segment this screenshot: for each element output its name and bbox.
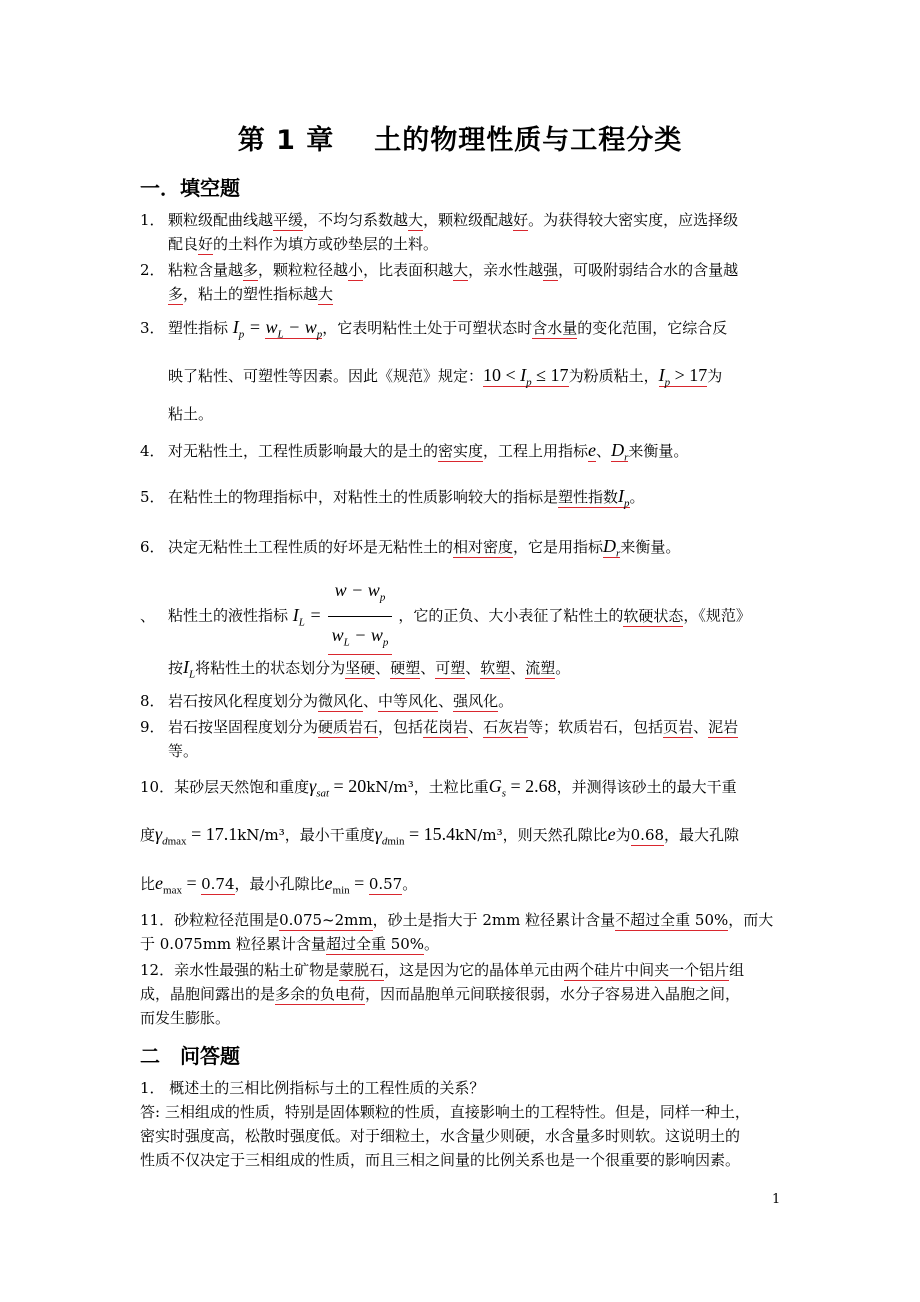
- answer: 密实度: [438, 442, 484, 460]
- section-heading-fill: 一．填空题: [140, 176, 240, 200]
- answer-dr: $D_r$: [611, 440, 629, 464]
- formula-clay: $I_p > 17$: [658, 365, 708, 389]
- answer: 强风化: [453, 692, 499, 710]
- question-4: 4． 对无粘性土，工程性质影响最大的是土的密实度，工程上用指标e、$D_r$来衡量。: [140, 440, 689, 464]
- answer: 两个硅片中间夹一个铝片: [564, 961, 730, 979]
- answer: 软硬状态: [623, 606, 684, 625]
- page-number: 1: [772, 1192, 781, 1207]
- answer-dr: $D_r$: [603, 536, 621, 560]
- answer: 蒙脱石: [339, 961, 385, 979]
- section-heading-qa: 二 问答题: [140, 1044, 240, 1068]
- question-10-line2: 度$\gamma_{dmax} = 17.1kN/m^3$，最小干重度$\gamma_{dmin} = 15.4kN/m^3$，则天然孔隙比e为0.68，最大孔隙: [140, 824, 740, 848]
- question-12: 12．亲水性最强的粘土矿物是蒙脱石，这是因为它的晶体单元由两个硅片中间夹一个铝片组 成，晶胞间露出的是多余的负电荷，因而晶胞单元间联接很弱，水分子容易进入晶胞之间， 而发生膨胀。: [140, 961, 745, 1027]
- answer: 平缓: [273, 211, 304, 229]
- answer: 页岩: [663, 718, 694, 736]
- question-3-line3: 粘土。: [168, 405, 214, 423]
- chapter-name: 土的物理性质与工程分类: [374, 125, 683, 156]
- answer: 小: [348, 261, 364, 279]
- answer: 花岗岩: [423, 718, 469, 736]
- answer: 坚硬: [345, 659, 376, 677]
- answer: 0.075~2mm: [279, 911, 373, 929]
- answer: 相对密度: [453, 538, 514, 556]
- question-7-line2: 按$I_L$将粘性土的状态划分为坚硬、硬塑、可塑、软塑、流塑。: [168, 657, 571, 681]
- chapter-number: 第 1 章: [237, 125, 335, 156]
- answer: 好: [198, 235, 214, 253]
- answer: e: [588, 440, 597, 460]
- answer: 0.57: [368, 875, 403, 893]
- question-9: 9． 岩石按坚固程度划分为硬质岩石，包括花岗岩、石灰岩等；软质岩石，包括页岩、泥岩 等。: [140, 718, 739, 760]
- question-7: 、 粘性土的液性指标 $I_L$ = $\frac{w - w_p}{w_L - w_p}$ ，它的正负、大小表征了粘性土的软硬状态，《规范》: [140, 578, 782, 655]
- answer: 大: [453, 261, 469, 279]
- formula-il: $I_L$ =: [292, 604, 322, 629]
- answer: 多余的负电荷: [275, 985, 366, 1003]
- qa-answer-line: 性质不仅决定于三相组成的性质，而且三相之间量的比例关系也是一个很重要的影响因素。: [140, 1151, 741, 1169]
- answer: 中等风化: [378, 692, 439, 710]
- answer: 硬质岩石: [318, 718, 379, 736]
- formula-ip: $I_p = w_L - w_p$: [232, 317, 323, 341]
- answer: 强: [543, 261, 559, 279]
- question-8: 8． 岩石按风化程度划分为微风化、中等风化、强风化。: [140, 692, 514, 710]
- answer: 可塑: [435, 659, 466, 677]
- answer: 硬塑: [390, 659, 421, 677]
- answer: 软塑: [480, 659, 511, 677]
- answer: 石灰岩: [483, 718, 529, 736]
- answer: 流塑: [525, 659, 556, 677]
- answer: 大: [318, 285, 334, 303]
- answer: 多: [243, 261, 259, 279]
- question-2: 2． 粘粒含量越多，颗粒粒径越小，比表面积越大，亲水性越强，可吸附弱结合水的含量越 多，粘土的塑性指标越大: [140, 261, 739, 303]
- question-10: 10．某砂层天然饱和重度$\gamma_{sat} = 20kN/m^3$，土粒比重$G_s = 2.68$，并测得该砂土的最大干重: [140, 776, 737, 800]
- qa-answer-line: 答: 三相组成的性质，特别是固体颗粒的性质，直接影响土的工程特性。但是，同样一种土，: [140, 1103, 750, 1121]
- formula-il-fraction: $\frac{w - w_p}{w_L - w_p}$: [328, 578, 393, 655]
- answer: 大: [408, 211, 424, 229]
- formula-silty-clay: $10 < I_p \le 17$: [483, 365, 569, 389]
- answer: 超过全重 50%: [325, 935, 425, 953]
- chapter-title: [0, 118, 920, 157]
- question-11: 11．砂粒粒径范围是0.075~2mm，砂土是指大于 2mm 粒径累计含量不超过全重 50%，而大 于 0.075mm 粒径累计含量超过全重 50%。: [140, 911, 774, 953]
- answer: 好: [513, 211, 529, 229]
- answer: 0.68: [630, 826, 665, 844]
- question-3-line2: 映了粘性、可塑性等因素。因此《规范》规定：$10 < I_p \le 17$为粉质粘土，$I_p > 17$为: [168, 365, 723, 389]
- answer: 不超过全重 50%: [615, 911, 729, 929]
- question-6: 6． 决定无粘性土工程性质的好坏是无粘性土的相对密度，它是用指标$D_r$来衡量。: [140, 536, 681, 560]
- answer: 塑性指数: [558, 488, 619, 506]
- answer: 多: [168, 285, 184, 303]
- answer: 微风化: [318, 692, 364, 710]
- question-1: 1． 颗粒级配曲线越平缓，不均匀系数越大，颗粒级配越好。为获得较大密实度，应选择级 配良好的土料作为填方或砂垫层的土料。: [140, 211, 739, 253]
- answer: 含水量: [532, 319, 578, 337]
- question-3: 3． 塑性指标 $I_p = w_L - w_p$，它表明粘性土处于可塑状态时含水量的变化范围，它综合反: [140, 317, 728, 341]
- answer: 0.74: [201, 875, 235, 893]
- question-10-line3: 比$e_{max} = 0.74$，最小孔隙比$e_{min} = 0.57$。: [140, 873, 418, 897]
- qa-answer-line: 密实时强度高，松散时强度低。对于细粒土，水含量少则硬，水含量多时则软。这说明土的: [140, 1127, 741, 1145]
- qa-question: 1． 概述土的三相比例指标与土的工程性质的关系？: [140, 1079, 485, 1097]
- answer: 泥岩: [708, 718, 739, 736]
- question-5: 5． 在粘性土的物理指标中，对粘性土的性质影响较大的指标是塑性指数$I_p$。: [140, 486, 645, 510]
- qa-1: [140, 1076, 790, 1172]
